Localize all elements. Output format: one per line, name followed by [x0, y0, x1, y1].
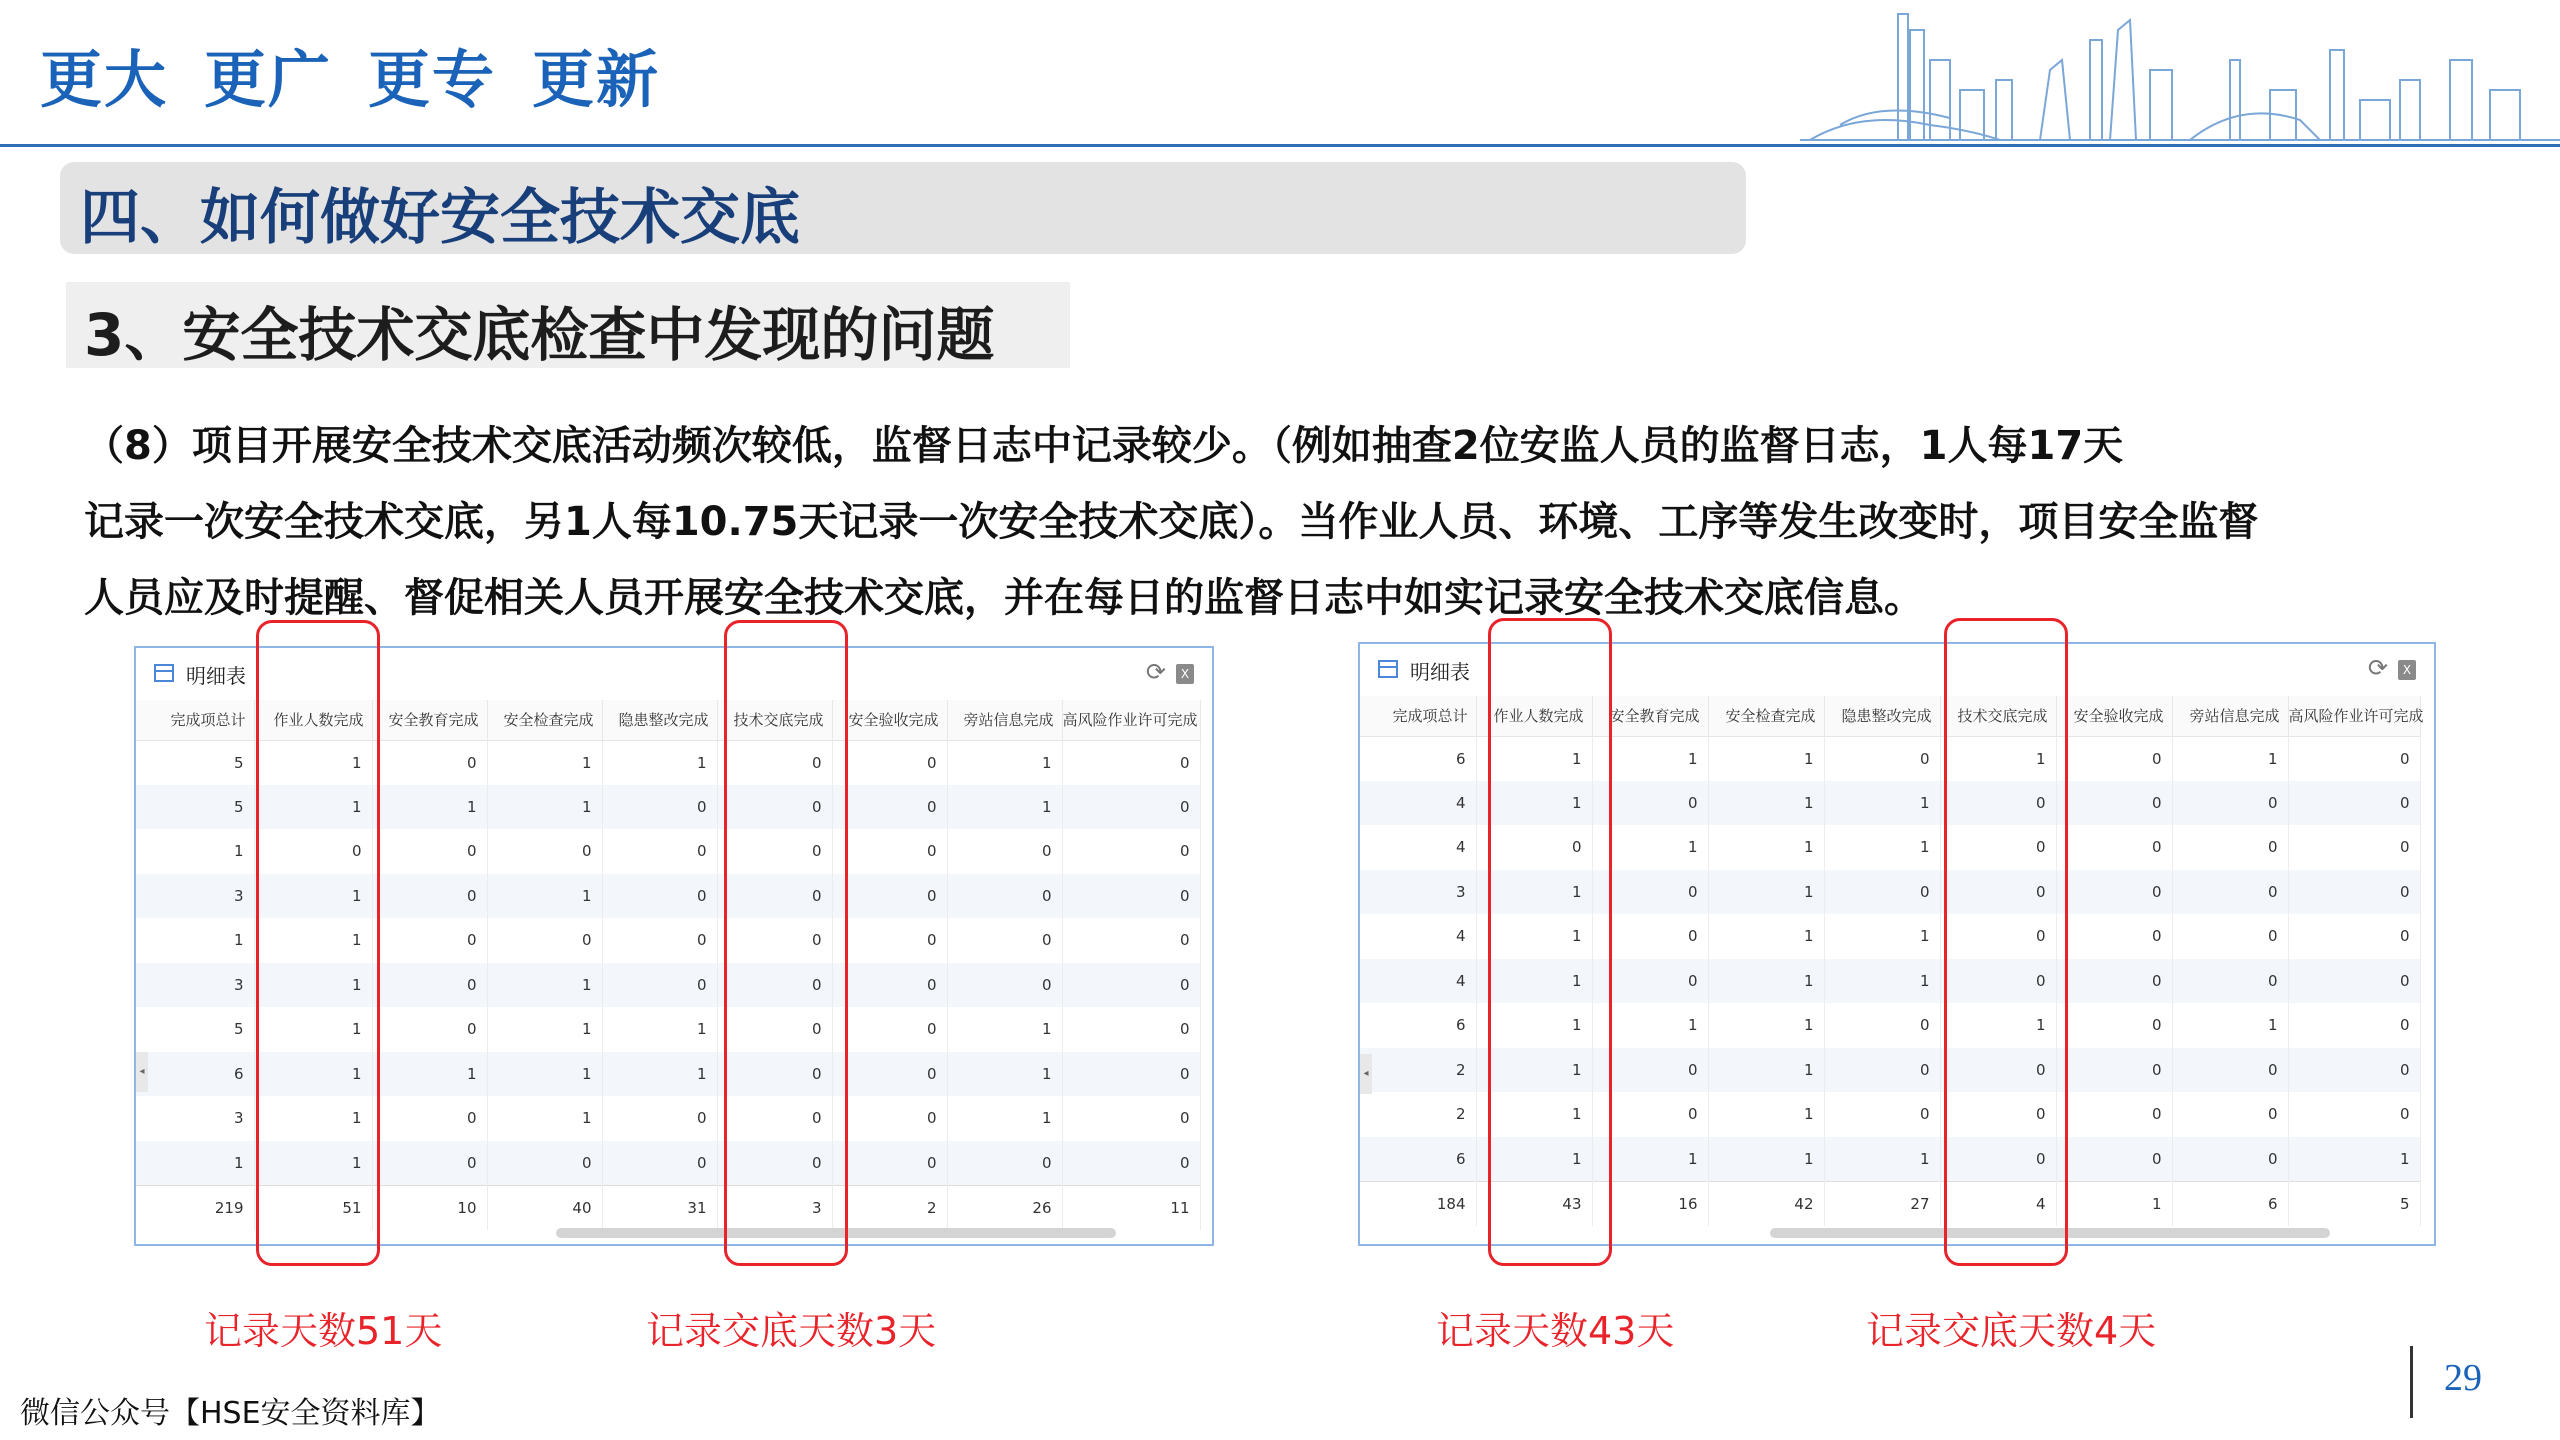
table-cell: 3 — [136, 1096, 254, 1141]
refresh-icon[interactable]: ⟳ — [1145, 658, 1166, 686]
table-cell: 0 — [1940, 914, 2056, 959]
table-cell: 1 — [487, 963, 602, 1008]
table-cell: 0 — [2172, 781, 2288, 826]
table-cell: 1 — [254, 963, 372, 1008]
export-excel-icon[interactable]: X — [2398, 660, 2416, 680]
table-cell: 0 — [717, 1096, 832, 1141]
table-cell: 0 — [1062, 1141, 1200, 1186]
table-cell: 0 — [2056, 1092, 2172, 1137]
total-cell: 26 — [947, 1185, 1062, 1230]
table-cell: 0 — [717, 829, 832, 874]
total-cell: 11 — [1062, 1185, 1200, 1230]
total-cell: 10 — [372, 1185, 487, 1230]
page-number-divider — [2410, 1346, 2413, 1418]
caption-record-days-right: 记录天数43天 — [1436, 1309, 1675, 1353]
table-cell: 0 — [2056, 825, 2172, 870]
column-header[interactable]: 完成项总计 — [136, 700, 254, 740]
table-cell: 1 — [487, 740, 602, 785]
table-cell: 1 — [1592, 1137, 1708, 1182]
table-cell: 0 — [2288, 825, 2420, 870]
column-header[interactable]: 作业人数完成 — [1476, 696, 1592, 736]
table-cell: 1 — [254, 1141, 372, 1186]
table-cell: 1 — [1708, 1092, 1824, 1137]
table-cell: 0 — [1940, 870, 2056, 915]
table-cell: 0 — [1940, 1048, 2056, 1093]
city-skyline-decoration — [1800, 0, 2560, 150]
refresh-icon[interactable]: ⟳ — [2367, 654, 2388, 682]
table-cell: 0 — [717, 1141, 832, 1186]
highlight-box-briefing-left — [724, 620, 848, 1266]
table-cell: 0 — [1062, 1007, 1200, 1052]
table-cell: 0 — [832, 1052, 947, 1097]
table-cell: 0 — [832, 1007, 947, 1052]
panel-title: 明细表 — [1410, 660, 1470, 684]
table-cell: 1 — [1824, 959, 1940, 1004]
total-cell: 2 — [832, 1185, 947, 1230]
table-cell: 0 — [947, 963, 1062, 1008]
table-cell: 0 — [947, 918, 1062, 963]
table-cell: 1 — [947, 1052, 1062, 1097]
table-cell: 0 — [1062, 1096, 1200, 1141]
table-cell: 1 — [254, 918, 372, 963]
table-cell: 0 — [1824, 1092, 1940, 1137]
column-header[interactable]: 技术交底完成 — [1940, 696, 2056, 736]
table-cell: 1 — [1708, 1048, 1824, 1093]
paragraph-line: 记录一次安全技术交底，另1人每10.75天记录一次安全技术交底）。当作业人员、环境、工序等发生改变时，项目安全监督 — [84, 499, 2259, 545]
table-cell: 0 — [832, 874, 947, 919]
section-title: 四、如何做好安全技术交底 — [80, 183, 800, 253]
table-cell: 1 — [602, 740, 717, 785]
table-cell: 0 — [1592, 781, 1708, 826]
table-cell: 0 — [1062, 874, 1200, 919]
table-cell: 1 — [1708, 914, 1824, 959]
table-cell: 3 — [136, 874, 254, 919]
table-cell: 0 — [1940, 1092, 2056, 1137]
table-cell: 0 — [602, 829, 717, 874]
body-paragraph — [84, 408, 2504, 636]
table-cell: 0 — [1940, 825, 2056, 870]
table-cell: 1 — [1708, 959, 1824, 1004]
table-cell: 1 — [1708, 781, 1824, 826]
collapse-arrow-icon[interactable]: ◂ — [136, 1052, 148, 1092]
table-cell: 1 — [372, 1052, 487, 1097]
table-cell: 0 — [2288, 870, 2420, 915]
slogan-1: 更大 — [40, 43, 169, 116]
total-cell: 4 — [1940, 1181, 2056, 1226]
column-header[interactable]: 安全教育完成 — [372, 700, 487, 740]
table-cell: 0 — [832, 1096, 947, 1141]
table-cell: 4 — [1360, 781, 1476, 826]
table-cell: 0 — [2288, 1092, 2420, 1137]
table-cell: 5 — [136, 785, 254, 830]
table-icon — [1378, 660, 1398, 678]
column-header[interactable]: 安全教育完成 — [1592, 696, 1708, 736]
table-cell: 1 — [947, 1007, 1062, 1052]
table-cell: 0 — [602, 918, 717, 963]
table-cell: 0 — [717, 740, 832, 785]
table-cell: 1 — [1476, 1137, 1592, 1182]
table-cell: 1 — [1476, 959, 1592, 1004]
table-cell: 0 — [2056, 914, 2172, 959]
table-cell: 0 — [832, 1141, 947, 1186]
table-cell: 1 — [1824, 1137, 1940, 1182]
table-cell: 2 — [1360, 1092, 1476, 1137]
table-cell: 1 — [602, 1007, 717, 1052]
table-cell: 5 — [136, 1007, 254, 1052]
brand-slogan — [40, 30, 696, 119]
table-cell: 3 — [1360, 870, 1476, 915]
total-cell: 184 — [1360, 1181, 1476, 1226]
table-cell: 0 — [832, 963, 947, 1008]
table-cell: 0 — [2056, 781, 2172, 826]
total-cell: 31 — [602, 1185, 717, 1230]
table-cell: 0 — [947, 1141, 1062, 1186]
collapse-arrow-icon[interactable]: ◂ — [1360, 1054, 1372, 1094]
subsection-title: 3、安全技术交底检查中发现的问题 — [84, 301, 995, 369]
table-cell: 0 — [2288, 1048, 2420, 1093]
table-cell: 0 — [1062, 963, 1200, 1008]
column-header[interactable]: 高风险作业许可完成 — [2288, 696, 2420, 736]
table-cell: 0 — [2288, 914, 2420, 959]
table-cell: 0 — [487, 1141, 602, 1186]
table-cell: 0 — [1062, 1052, 1200, 1097]
table-cell: 0 — [1592, 870, 1708, 915]
table-cell: 1 — [2288, 1137, 2420, 1182]
table-cell: 6 — [136, 1052, 254, 1097]
table-cell: 0 — [947, 874, 1062, 919]
table-cell: 0 — [2056, 959, 2172, 1004]
table-cell: 0 — [717, 1052, 832, 1097]
table-cell: 1 — [1824, 781, 1940, 826]
table-cell: 0 — [602, 1141, 717, 1186]
caption-record-days-left: 记录天数51天 — [204, 1309, 443, 1353]
table-cell: 0 — [2056, 1003, 2172, 1048]
table-cell: 1 — [487, 1096, 602, 1141]
table-icon — [154, 664, 174, 682]
total-cell: 51 — [254, 1185, 372, 1230]
table-cell: 0 — [832, 829, 947, 874]
table-cell: 0 — [1592, 1092, 1708, 1137]
table-cell: 1 — [947, 1096, 1062, 1141]
total-cell: 3 — [717, 1185, 832, 1230]
table-cell: 6 — [1360, 736, 1476, 781]
table-cell: 1 — [487, 785, 602, 830]
table-cell: 0 — [2056, 1048, 2172, 1093]
table-cell: 1 — [1476, 914, 1592, 959]
footer-source: 微信公众号【HSE安全资料库】 — [20, 1396, 441, 1431]
total-cell: 27 — [1824, 1181, 1940, 1226]
table-cell: 1 — [602, 1052, 717, 1097]
table-cell: 1 — [1592, 736, 1708, 781]
table-cell: 6 — [1360, 1137, 1476, 1182]
table-cell: 3 — [136, 963, 254, 1008]
table-cell: 1 — [947, 785, 1062, 830]
slogan-2: 更广 — [204, 43, 333, 116]
table-cell: 4 — [1360, 959, 1476, 1004]
table-cell: 1 — [254, 740, 372, 785]
table-cell: 1 — [947, 740, 1062, 785]
table-cell: 0 — [2172, 914, 2288, 959]
table-cell: 1 — [1940, 736, 2056, 781]
column-header[interactable]: 安全验收完成 — [832, 700, 947, 740]
table-cell: 0 — [832, 740, 947, 785]
table-cell: 0 — [1062, 918, 1200, 963]
table-cell: 1 — [254, 1007, 372, 1052]
table-cell: 0 — [1592, 959, 1708, 1004]
table-cell: 4 — [1360, 914, 1476, 959]
table-cell: 0 — [372, 918, 487, 963]
table-cell: 1 — [136, 829, 254, 874]
table-cell: 1 — [254, 1096, 372, 1141]
table-cell: 2 — [1360, 1048, 1476, 1093]
paragraph-line: （8）项目开展安全技术交底活动频次较低，监督日志中记录较少。（例如抽查2位安监人员的监督日志，1人每17天 — [84, 423, 2124, 469]
table-cell: 0 — [2056, 1137, 2172, 1182]
column-header[interactable]: 隐患整改完成 — [1824, 696, 1940, 736]
total-cell: 40 — [487, 1185, 602, 1230]
total-cell: 5 — [2288, 1181, 2420, 1226]
table-cell: 1 — [1476, 1048, 1592, 1093]
table-cell: 0 — [1592, 1048, 1708, 1093]
column-header[interactable]: 隐患整改完成 — [602, 700, 717, 740]
table-cell: 0 — [2172, 959, 2288, 1004]
table-cell: 0 — [1062, 740, 1200, 785]
table-cell: 0 — [2172, 1137, 2288, 1182]
total-cell: 219 — [136, 1185, 254, 1230]
table-cell: 0 — [372, 1007, 487, 1052]
table-cell: 0 — [2288, 736, 2420, 781]
table-cell: 0 — [372, 1096, 487, 1141]
total-cell: 6 — [2172, 1181, 2288, 1226]
table-cell: 0 — [602, 874, 717, 919]
column-header[interactable]: 安全检查完成 — [1708, 696, 1824, 736]
table-cell: 1 — [1708, 1003, 1824, 1048]
table-cell: 1 — [372, 785, 487, 830]
table-cell: 1 — [2172, 736, 2288, 781]
table-cell: 0 — [487, 918, 602, 963]
panel-title: 明细表 — [186, 664, 246, 688]
table-cell: 0 — [2056, 736, 2172, 781]
highlight-box-briefing-right — [1944, 618, 2068, 1266]
table-cell: 0 — [2172, 1048, 2288, 1093]
table-cell: 0 — [372, 874, 487, 919]
table-cell: 0 — [717, 785, 832, 830]
table-cell: 0 — [832, 918, 947, 963]
table-cell: 0 — [2172, 870, 2288, 915]
caption-briefing-days-right: 记录交底天数4天 — [1866, 1309, 2157, 1353]
paragraph-line: 人员应及时提醒、督促相关人员开展安全技术交底，并在每日的监督日志中如实记录安全技术交底信息。 — [84, 575, 1924, 621]
column-header[interactable]: 完成项总计 — [1360, 696, 1476, 736]
table-cell: 1 — [487, 1007, 602, 1052]
table-cell: 1 — [1708, 870, 1824, 915]
column-header[interactable]: 技术交底完成 — [717, 700, 832, 740]
table-cell: 0 — [1062, 785, 1200, 830]
table-cell: 6 — [1360, 1003, 1476, 1048]
table-cell: 0 — [717, 963, 832, 1008]
total-cell: 16 — [1592, 1181, 1708, 1226]
table-cell: 0 — [947, 829, 1062, 874]
table-cell: 1 — [254, 874, 372, 919]
column-header[interactable]: 作业人数完成 — [254, 700, 372, 740]
table-cell: 1 — [1476, 736, 1592, 781]
column-header[interactable]: 旁站信息完成 — [2172, 696, 2288, 736]
table-cell: 0 — [372, 829, 487, 874]
highlight-box-workers-right — [1488, 618, 1612, 1266]
table-cell: 0 — [1592, 914, 1708, 959]
table-cell: 0 — [602, 785, 717, 830]
table-cell: 1 — [1708, 736, 1824, 781]
table-cell: 0 — [1940, 781, 2056, 826]
table-cell: 1 — [1592, 825, 1708, 870]
header-divider — [0, 144, 2560, 147]
table-cell: 1 — [1708, 1137, 1824, 1182]
table-cell: 0 — [2172, 825, 2288, 870]
slogan-3: 更专 — [368, 43, 497, 116]
table-cell: 4 — [1360, 825, 1476, 870]
table-cell: 1 — [136, 918, 254, 963]
table-cell: 1 — [254, 1052, 372, 1097]
table-cell: 1 — [1476, 781, 1592, 826]
table-cell: 5 — [136, 740, 254, 785]
table-cell: 1 — [487, 874, 602, 919]
table-cell: 1 — [1592, 1003, 1708, 1048]
table-cell: 0 — [1824, 1048, 1940, 1093]
table-cell: 0 — [602, 1096, 717, 1141]
page-number: 29 — [2444, 1357, 2482, 1399]
table-cell: 0 — [1062, 829, 1200, 874]
table-cell: 1 — [1708, 825, 1824, 870]
table-cell: 1 — [2172, 1003, 2288, 1048]
table-cell: 1 — [1476, 870, 1592, 915]
table-cell: 0 — [2056, 870, 2172, 915]
table-cell: 0 — [1824, 870, 1940, 915]
table-cell: 0 — [2288, 1003, 2420, 1048]
table-cell: 0 — [2288, 781, 2420, 826]
highlight-box-workers-left — [256, 620, 380, 1266]
table-cell: 0 — [2288, 959, 2420, 1004]
table-cell: 0 — [1824, 1003, 1940, 1048]
table-cell: 0 — [602, 963, 717, 1008]
table-cell: 1 — [1824, 825, 1940, 870]
column-header[interactable]: 高风险作业许可完成 — [1062, 700, 1200, 740]
column-header[interactable]: 旁站信息完成 — [947, 700, 1062, 740]
total-cell: 42 — [1708, 1181, 1824, 1226]
table-cell: 0 — [717, 874, 832, 919]
table-cell: 1 — [1476, 1092, 1592, 1137]
table-cell: 0 — [717, 918, 832, 963]
table-cell: 0 — [372, 1141, 487, 1186]
table-cell: 0 — [1824, 736, 1940, 781]
slogan-4: 更新 — [532, 43, 661, 116]
table-cell: 1 — [136, 1141, 254, 1186]
total-cell: 1 — [2056, 1181, 2172, 1226]
table-cell: 1 — [487, 1052, 602, 1097]
table-cell: 0 — [372, 740, 487, 785]
table-cell: 1 — [254, 785, 372, 830]
column-header[interactable]: 安全检查完成 — [487, 700, 602, 740]
table-cell: 0 — [832, 785, 947, 830]
table-cell: 0 — [1940, 1137, 2056, 1182]
table-cell: 0 — [2172, 1092, 2288, 1137]
table-cell: 0 — [487, 829, 602, 874]
caption-briefing-days-left: 记录交底天数3天 — [646, 1309, 937, 1353]
table-cell: 0 — [372, 963, 487, 1008]
table-cell: 1 — [1824, 914, 1940, 959]
table-cell: 0 — [254, 829, 372, 874]
table-cell: 1 — [1476, 1003, 1592, 1048]
table-cell: 0 — [717, 1007, 832, 1052]
export-excel-icon[interactable]: X — [1176, 664, 1194, 684]
table-cell: 0 — [1476, 825, 1592, 870]
column-header[interactable]: 安全验收完成 — [2056, 696, 2172, 736]
table-cell: 1 — [1940, 1003, 2056, 1048]
table-cell: 0 — [1940, 959, 2056, 1004]
total-cell: 43 — [1476, 1181, 1592, 1226]
